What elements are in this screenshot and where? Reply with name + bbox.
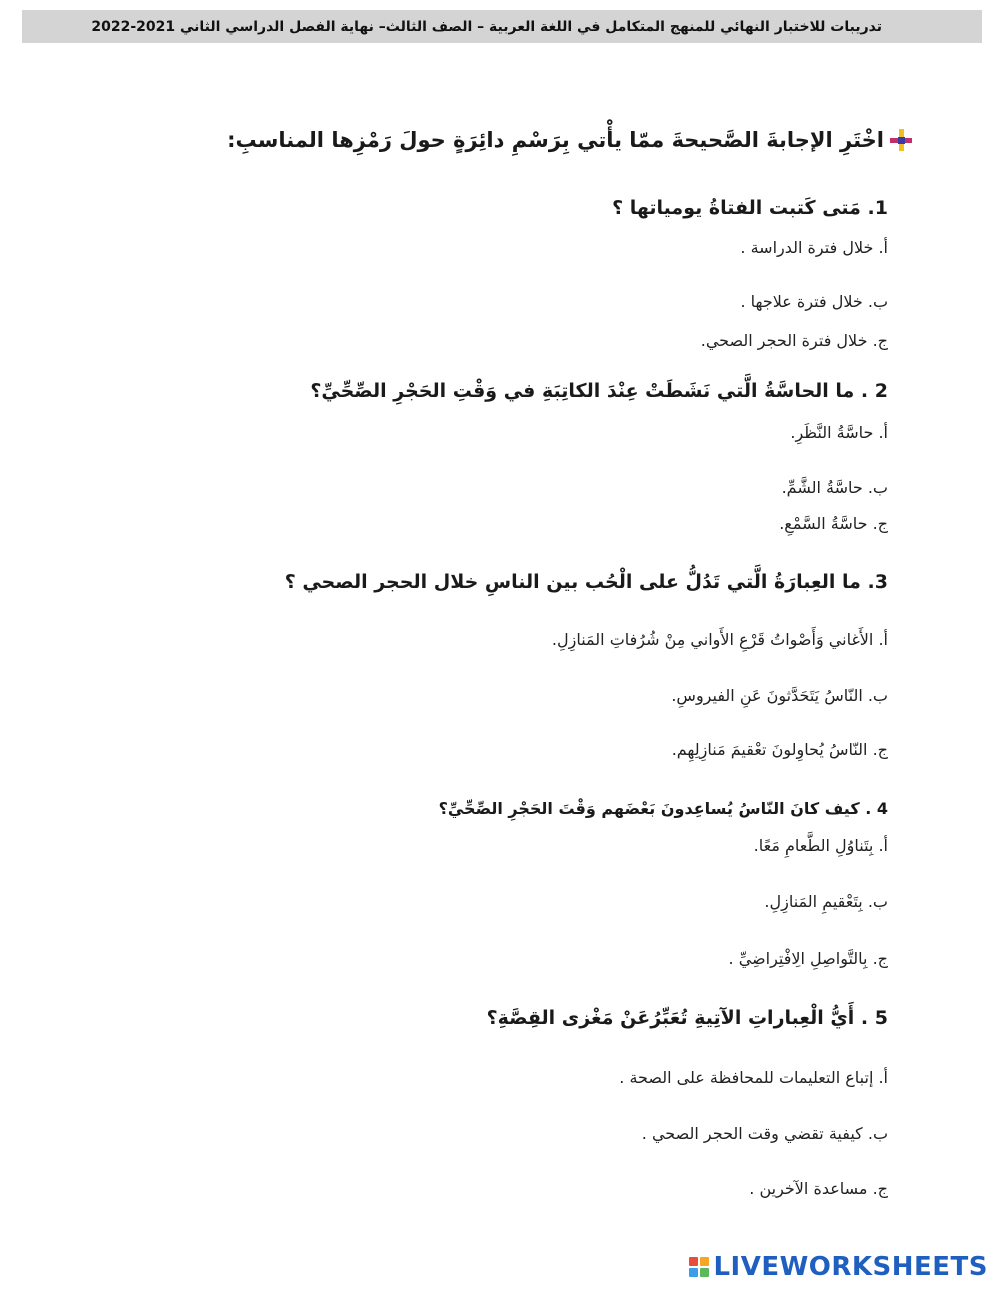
question-2: 2 . ما الحاسَّةُ الَّتي نَشَطَتْ عِنْدَ الكاتِبَةِ في وَقْتِ الحَجْرِ الصِّحِّيِّ؟ xyxy=(310,380,888,402)
question-3-option-c[interactable]: ج. النّاسُ يُحاوِلونَ تعْقيمَ مَنازِلِهِم. xyxy=(671,740,888,759)
logo-text: LIVEWORKSHEETS xyxy=(713,1252,988,1282)
question-1-option-b[interactable]: ب. خلال فترة علاجها . xyxy=(740,292,888,311)
question-5-option-c[interactable]: ج. مساعدة الآخرين . xyxy=(749,1179,888,1198)
question-2-option-b[interactable]: ب. حاسَّةُ الشَّمِّ. xyxy=(781,478,888,497)
header-title: تدريبات للاختبار النهائي للمنهج المتكامل في اللغة العربية – الصف الثالث– نهاية الفصل الدراسي الثاني 2021-2022 xyxy=(91,18,882,35)
header-bar xyxy=(22,10,982,43)
question-2-option-a[interactable]: أ. حاسَّةُ النَّظَرِ. xyxy=(790,423,888,442)
question-3-option-b[interactable]: ب. النّاسُ يَتَحَدَّثونَ عَنِ الفيروسِ. xyxy=(671,686,888,705)
instruction xyxy=(227,128,912,152)
question-3: 3. ما العِبارَةُ الَّتي تَدُلُّ على الْحُب بين الناسِ خلال الحجر الصحي ؟ xyxy=(284,571,888,593)
question-4: 4 . كيف كانَ النّاسُ يُساعِدونَ بَعْضَهم وَقْتَ الحَجْرِ الصِّحِّيِّ؟ xyxy=(438,799,888,818)
question-5-option-b[interactable]: ب. كيفية تقضي وقت الحجر الصحي . xyxy=(641,1124,888,1143)
question-3-option-a[interactable]: أ. الأَغاني وَأَصْواتُ قَرْعِ الأَواني مِنْ شُرُفاتِ المَنازِلِ. xyxy=(551,630,888,649)
liveworksheets-logo xyxy=(689,1252,988,1282)
question-1-option-a[interactable]: أ. خلال فترة الدراسة . xyxy=(740,238,888,257)
question-4-option-a[interactable]: أ. بِتَناوُلِ الطَّعامِ مَعًا. xyxy=(753,836,888,855)
question-2-option-c[interactable]: ج. حاسَّةُ السَّمْعِ. xyxy=(779,514,888,533)
question-4-option-b[interactable]: ب. بِتَعْقيمِ المَنازِلِ. xyxy=(764,892,888,911)
question-1: 1. مَتى كَتبت الفتاةُ يومياتها ؟ xyxy=(612,197,888,219)
plus-bullet-icon xyxy=(890,129,912,151)
question-5-option-a[interactable]: أ. إتباع التعليمات للمحافظة على الصحة . xyxy=(619,1068,888,1087)
question-5: 5 . أَيُّ الْعِباراتِ الآتِيةِ تُعَبِّرُعَنْ مَغْزى القِصَّةِ؟ xyxy=(486,1007,888,1029)
question-1-option-c[interactable]: ج. خلال فترة الحجر الصحي. xyxy=(700,331,888,350)
logo-mark-icon xyxy=(689,1257,709,1277)
question-4-option-c[interactable]: ج. بِالتَّواصِلِ الِافْتِراضِيِّ . xyxy=(728,949,888,968)
instruction-text: اخْتَرِ الإجابةَ الصَّحيحةَ ممّا يأْتي بِرَسْمِ دائِرَةٍ حولَ رَمْزِها المناسبِ: xyxy=(227,128,884,152)
